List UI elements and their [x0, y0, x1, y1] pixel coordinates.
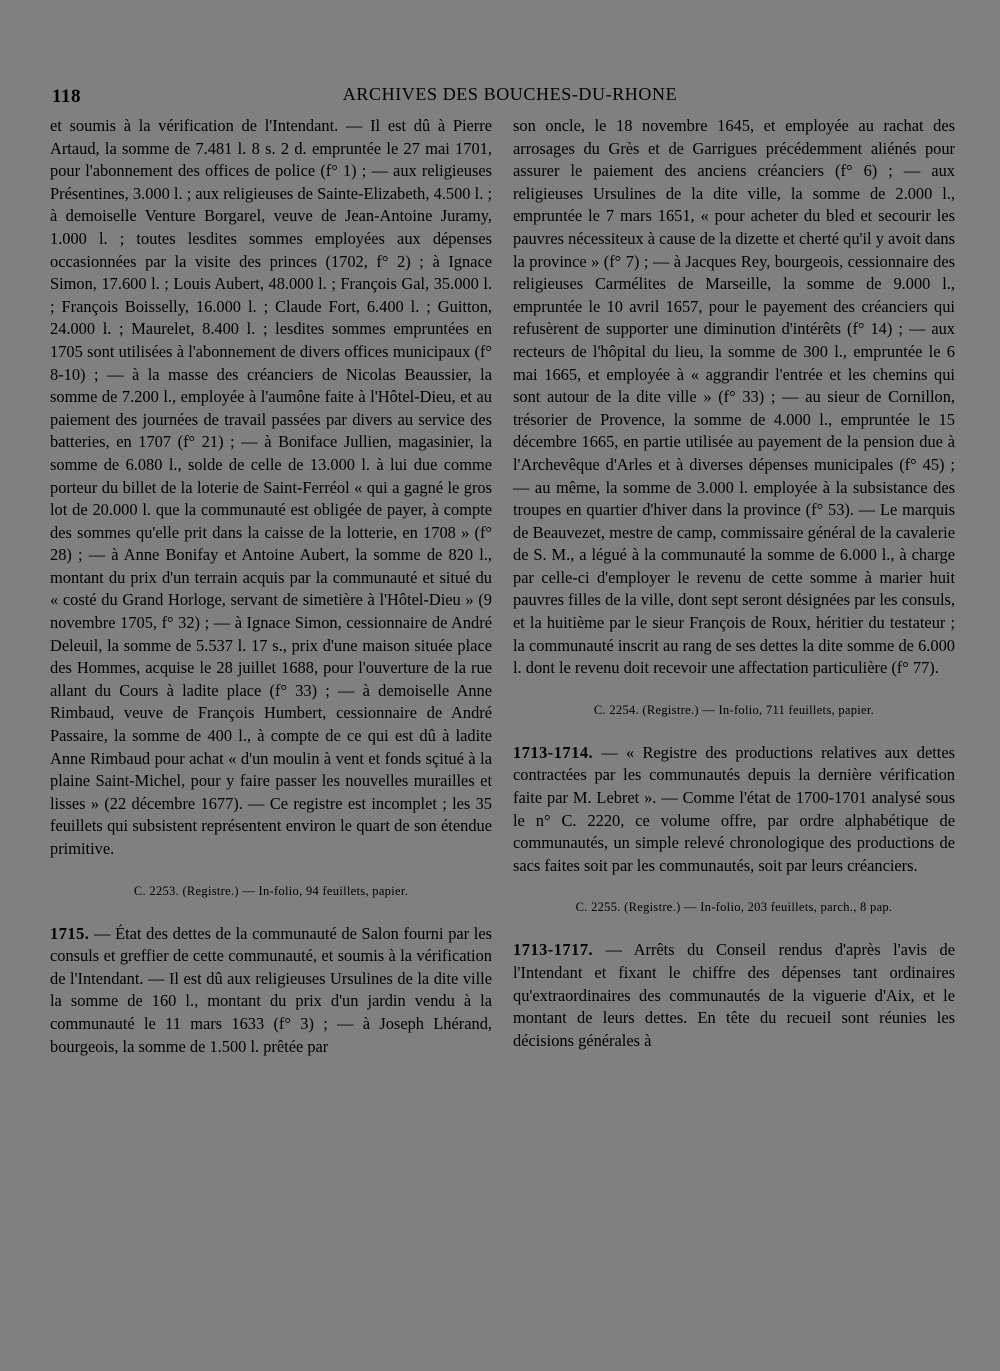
right-entry-2-date: 1713-1714.: [513, 742, 594, 762]
left-entry-2: [50, 923, 492, 1059]
right-archive-reference-1: C. 2254. (Registre.) — In-folio, 711 feuillets, papier.: [593, 702, 875, 717]
right-archive-reference-2: C. 2255. (Registre.) — In-folio, 203 feuillets, parch., 8 pap.: [575, 900, 893, 915]
right-entry-3-date: 1713-1717.: [513, 940, 594, 960]
right-entry-3: [513, 939, 955, 1052]
left-column: [50, 115, 492, 1058]
right-entry-2-text: — « Registre des productions relatives aux dettes contractées par les communautés depuis la dernière vérification faite par M. Lebret ». — Comme l'état de 1700-1701 analysé sous le n° C. 2220, ce volume offre, par ordre alphabétique de communautés, un simple relevé chronologique des productions de sacs faites soit par les communautés, soit par leurs créanciers.: [513, 742, 955, 875]
page-number: 118: [52, 86, 81, 107]
left-paragraph-1: et soumis à la vérification de l'Intendant. — Il est dû à Pierre Artaud, la somme de 7.481 l. 8 s. 2 d. empruntée le 27 mai 1701, pour l'abonnement des offices de police (f° 1) ; — aux religieuses Présentines, 3.000 l. ; aux religieuses de Sainte-Elizabeth, 4.500 l. ; à demoiselle Venture Borgarel, veuve de Jean-Antoine Juramy, 1.000 l. ; toutes lesdites sommes employées aux dépenses occasionnées par la visite des princes (1702, f° 2) ; à Ignace Simon, 17.600 l. ; Louis Aubert, 48.000 l. ; François Gal, 35.000 l. ; François Boisselly, 16.000 l. ; Claude Fort, 6.400 l. ; Guitton, 24.000 l. ; Maurelet, 8.400 l. ; lesdites sommes empruntées en 1705 sont utilisées à l'abonnement de divers offices municipaux (f° 8-10) ; — à la masse des créanciers de Nicolas Beaussier, la somme de 7.200 l., employée à l'aumône faite à l'Hôtel-Dieu, et au paiement des journées de travail passées par divers au service des batteries, en 1707 (f° 21) ; — à Boniface Jullien, magasinier, la somme de 6.080 l., solde de celle de 13.000 l. à lui due comme porteur du billet de la loterie de Saint-Ferréol « qui a gagné le gros lot de 20.000 l. que la communauté est obligée de payer, à compte des sommes qu'elle prit dans la caisse de la lotterie, en 1708 » (f° 28) ; — à Anne Bonifay et Antoine Aubert, la somme de 820 l., montant du prix d'un terrain acquis par la communauté et situé du « costé du Grand Horloge, servant de simetière à l'Hôtel-Dieu » (9 novembre 1705, f° 32) ; — à Ignace Simon, cessionnaire de André Deleuil, la somme de 5.537 l. 17 s., prix d'une maison située place des Hommes, acquise le 28 juillet 1688, pour l'ouverture de la rue allant du Cours à ladite place (f° 33) ; — à demoiselle Anne Rimbaud, veuve de François Humbert, cessionnaire de André Passaire, la somme de 400 l., à compte de ce qui est dû à ladite Anne Rimbaud pour achat « d'un moulin à vent et fonds sçitué à la plaine Saint-Michel, pour y faire passer les nouvelles murailles et lisses » (22 décembre 1677). — Ce registre est incomplet ; les 35 feuillets qui subsistent représentent environ le quart de son étendue primitive.: [50, 116, 492, 858]
left-archive-reference-1: C. 2253. (Registre.) — In-folio, 94 feuillets, papier.: [133, 883, 409, 898]
left-entry-2-text: — État des dettes de la communauté de Salon fourni par les consuls et greffier de cette communauté, et soumis à la vérification de l'Intendant. — Il est dû aux religieuses Ursulines de la dite ville la somme de 160 l., montant du prix d'un jardin vendu à la communauté le 11 mars 1633 (f° 3) ; — à Joseph Lhérand, bourgeois, la somme de 1.500 l. prêtée par: [50, 923, 492, 1056]
right-entry-3-text: — Arrêts du Conseil rendus d'après l'avis de l'Intendant et fixant le chiffre des dépenses tant ordinaires qu'extraordinaires des communautés de la viguerie d'Aix, et le montant de leurs dettes. En tête du recueil sont réunies les décisions générales à: [513, 940, 955, 1050]
right-paragraph-1: son oncle, le 18 novembre 1645, et employée au rachat des arrosages du Grès et de Garrigues précédemment aliénés pour assurer le paiement des anciens créanciers (f° 6) ; — aux religieuses Ursulines de la dite ville, la somme de 2.000 l., empruntée le 7 mars 1651, « pour acheter du bled et secourir les pauvres nécessiteux à cause de la dizette et cherté qu'il y avoit dans la province » (f° 7) ; — à Jacques Rey, bourgeois, cessionnaire des religieuses Carmélites de Marseille, la somme de 9.000 l., empruntée le 10 avril 1657, pour le payement des créanciers qui refusèrent de supporter une diminution d'intérêts (f° 14) ; — aux recteurs de l'hôpital du lieu, la somme de 300 l., empruntée le 6 mai 1665, et employée à « aggrandir l'entrée et les chemins qui sont autour de la dite ville » (f° 33) ; — au sieur de Cornillon, trésorier de Provence, la somme de 4.000 l., empruntée le 15 décembre 1665, en partie utilisée au payement de la pension due à l'Archevêque d'Arles et à diverses dépenses municipales (f° 45) ; — au même, la somme de 3.000 l. employée à la subsistance des troupes en quartier d'hiver dans la province (f° 53). — Le marquis de Beauvezet, mestre de camp, commissaire général de la cavalerie de S. M., a légué à la communauté la somme de 6.000 l., à charge par celle-ci d'employer le revenu de cette somme à marier huit pauvres filles de la ville, dont sept seront désignées par les consuls, et la huitième par le sieur François de Roux, héritier du testateur ; la communauté inscrit au rang de ses dettes la dite somme de 6.000 l. dont le revenu doit recevoir une affectation particulière (f° 77).: [513, 116, 955, 678]
right-entry-2: [513, 742, 955, 878]
running-head: ARCHIVES DES BOUCHES-DU-RHONE: [342, 84, 678, 104]
left-entry-2-date: 1715.: [50, 923, 90, 943]
right-column: [513, 115, 955, 1052]
